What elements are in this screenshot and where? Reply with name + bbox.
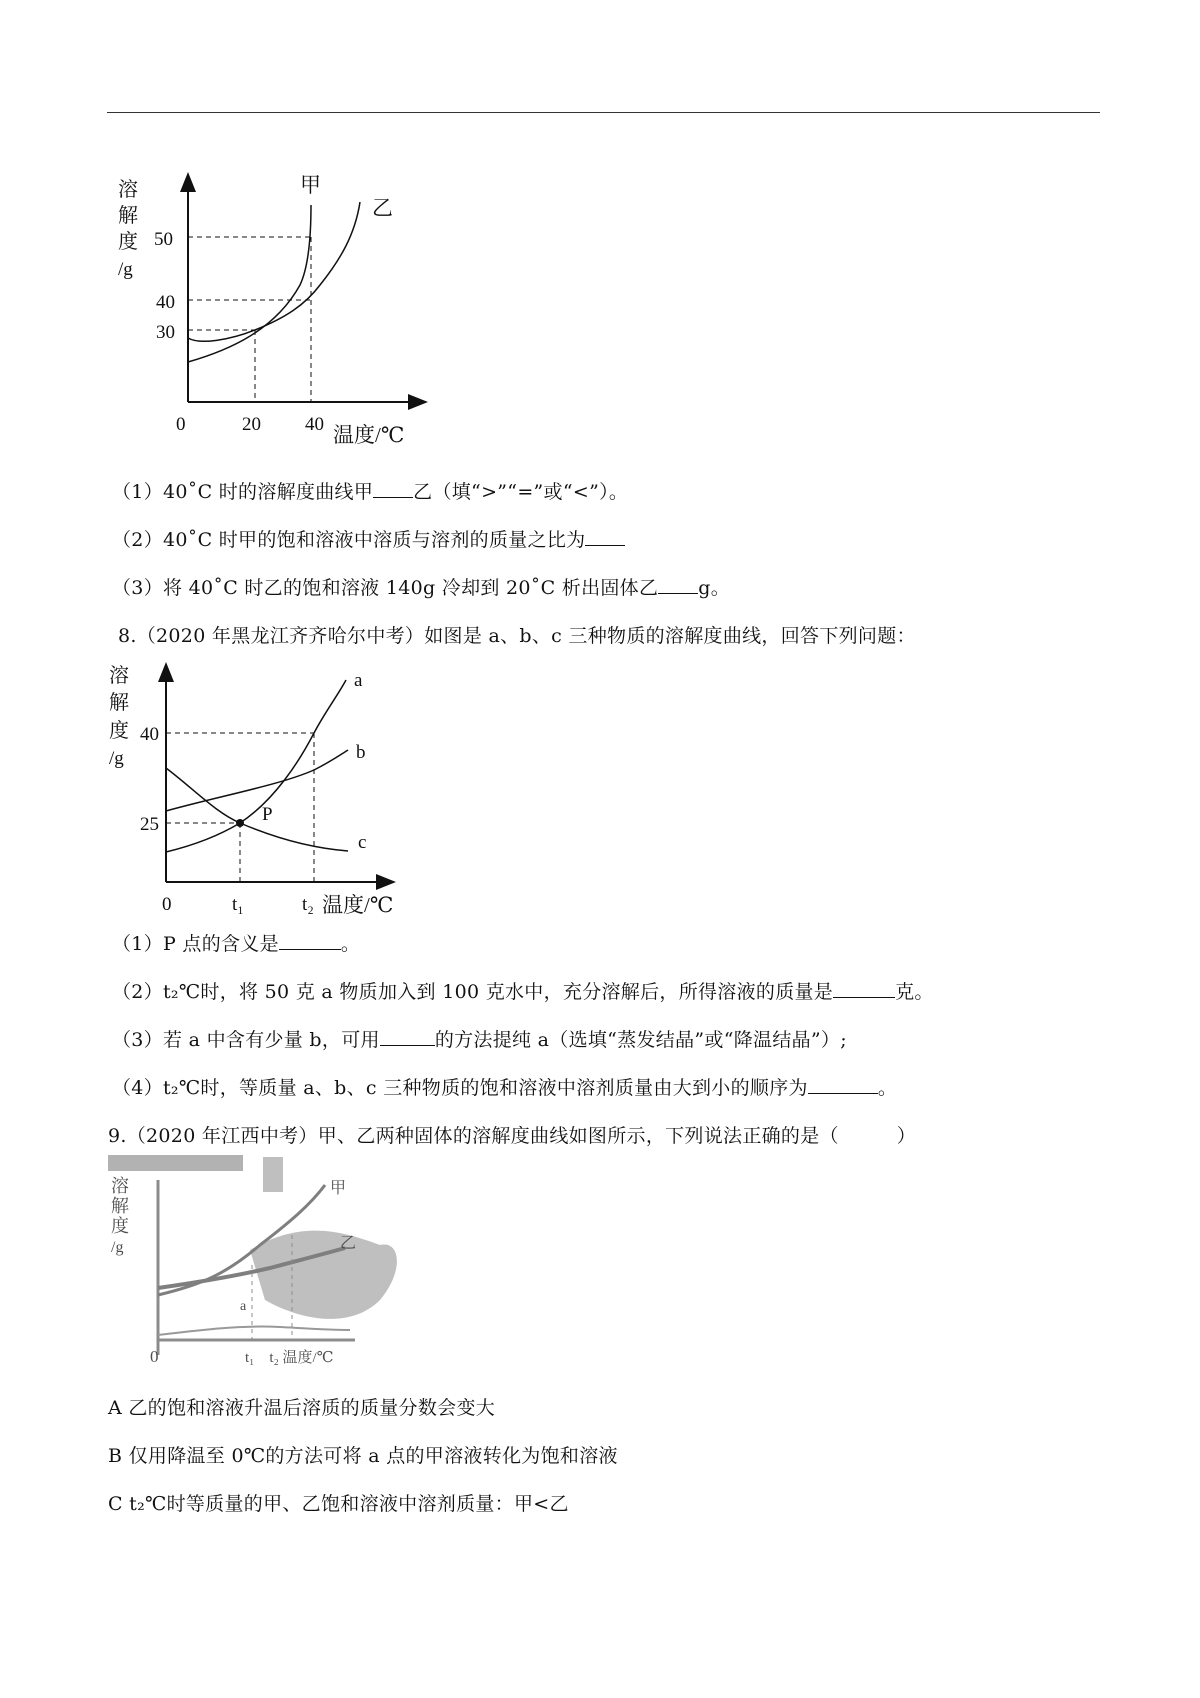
q8-title: 8.（2020 年黑龙江齐齐哈尔中考）如图是 a、b、c 三种物质的溶解度曲线，回答下列问题： (118, 625, 916, 647)
x-tick: t₂ (302, 894, 314, 915)
x-label: 温度/℃ (333, 423, 405, 447)
y-label: 度 (109, 720, 129, 742)
answer-blank[interactable] (833, 996, 895, 998)
question-text: （4）t₂℃时，等质量 a、b、c 三种物质的饱和溶液中溶剂质量由大到小的顺序为 (112, 1077, 808, 1099)
q7-item-2 (112, 525, 625, 552)
y-label: 解 (109, 692, 129, 714)
q8-item-4 (112, 1073, 897, 1100)
y-label: /g (118, 259, 133, 280)
x-tick: 20 (242, 414, 261, 435)
x-tick: 0 (162, 894, 172, 915)
question-text: 乙（填“>”“=”或“<”）。 (413, 481, 629, 503)
curve-label: c (358, 832, 367, 853)
q9-option-c: C t₂℃时等质量的甲、乙饱和溶液中溶剂质量：甲<乙 (108, 1493, 569, 1515)
x-tick: t₁ (232, 894, 244, 915)
x-tick: 40 (305, 414, 324, 435)
question-text: （1）P 点的含义是 (112, 933, 279, 955)
curve-label: b (356, 742, 366, 763)
y-label: 溶 (118, 179, 138, 201)
y-tick: 25 (140, 814, 159, 835)
y-tick: 40 (140, 724, 159, 745)
answer-blank[interactable] (279, 948, 341, 950)
y-label: 解 (111, 1196, 129, 1216)
answer-blank[interactable] (808, 1092, 878, 1094)
y-label: /g (109, 748, 124, 769)
question-text: 。 (877, 1077, 898, 1099)
q9-option-a: A 乙的饱和溶液升温后溶质的质量分数会变大 (108, 1397, 496, 1419)
q9-title: 9.（2020 年江西中考）甲、乙两种固体的溶解度曲线如图所示，下列说法正确的是（ ） (108, 1125, 917, 1147)
y-label: 度 (111, 1216, 129, 1236)
question-text: （1）40˚C 时的溶解度曲线甲 (112, 481, 374, 503)
y-label: 溶 (109, 665, 129, 687)
answer-blank[interactable] (658, 592, 698, 594)
q8-item-2 (112, 977, 934, 1004)
x-label: t₁ t₂ 温度/℃ (245, 1350, 334, 1366)
q8-item-3 (112, 1025, 847, 1052)
curve-label: 乙 (340, 1235, 357, 1252)
answer-blank[interactable] (585, 544, 625, 546)
curve-yi (188, 202, 360, 341)
question-text: g。 (698, 577, 731, 599)
curve-label: a (354, 670, 363, 691)
q9-solubility-chart (108, 1155, 397, 1366)
point-p (236, 819, 244, 827)
answer-blank[interactable] (380, 1044, 435, 1046)
y-label: 解 (118, 205, 138, 227)
q7-item-1 (112, 477, 628, 504)
point-label: a (240, 1299, 247, 1314)
y-label: 度 (118, 231, 138, 253)
curve-jia (188, 205, 311, 362)
y-tick: 50 (154, 229, 173, 250)
curve-b (166, 750, 348, 811)
y-label: 溶 (111, 1176, 129, 1196)
q9-option-b: B 仅用降温至 0℃的方法可将 a 点的甲溶液转化为饱和溶液 (108, 1445, 618, 1467)
y-tick: 30 (156, 322, 175, 343)
curve-label: 乙 (372, 196, 393, 220)
q7-item-3 (112, 573, 730, 600)
point-label: P (262, 804, 273, 825)
x-label: 温度/℃ (322, 893, 394, 917)
question-text: （2）40˚C 时甲的饱和溶液中溶质与溶剂的质量之比为 (112, 529, 586, 551)
x-tick: 0 (150, 1347, 159, 1366)
curve-a (166, 680, 346, 852)
answer-blank[interactable] (373, 496, 413, 498)
question-text: （3）将 40˚C 时乙的饱和溶液 140g 冷却到 20˚C 析出固体乙 (112, 577, 659, 599)
q8-solubility-chart (109, 664, 393, 917)
x-tick: 0 (176, 414, 186, 435)
question-text: 。 (340, 933, 361, 955)
question-text: 的方法提纯 a（选填“蒸发结晶”或“降温结晶”）; (434, 1029, 847, 1051)
question-text: （2）t₂℃时，将 50 克 a 物质加入到 100 克水中，充分溶解后，所得溶液的质量是 (112, 981, 834, 1003)
question-text: 克。 (895, 981, 934, 1003)
q8-item-1 (112, 929, 360, 956)
y-label: /g (111, 1239, 124, 1256)
question-text: （3）若 a 中含有少量 b，可用 (112, 1029, 380, 1051)
curve-label: 甲 (300, 173, 321, 197)
y-tick: 40 (156, 292, 175, 313)
q7-solubility-chart (118, 173, 418, 447)
curve-label: 甲 (330, 1180, 347, 1197)
